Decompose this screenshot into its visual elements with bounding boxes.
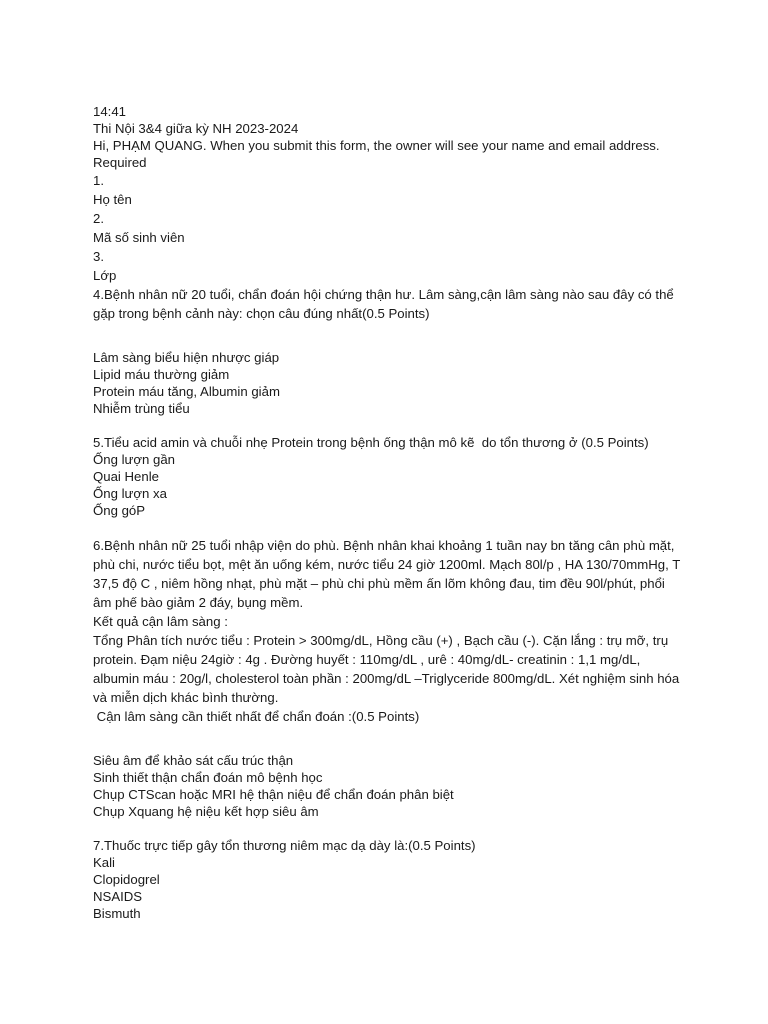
question-6-results: Tổng Phân tích nước tiểu : Protein > 300mg/dL, Hồng cầu (+) , Bạch cầu (-). Cặn lắng : trụ mỡ, trụ protein. Đạm niệu 24giờ : 4g . Đường huyết : 110mg/dL , urê : 40mg/dL- creatinin : 1,1 mg/dL, albumin máu : 20g/l, cholesterol toàn phần : 200mg/dL –Triglyceride 800mg/dL. Xét nghiệm sinh hóa và miễn dịch khác bình thường. <box>93 633 680 705</box>
option-q4-d[interactable]: Nhiễm trùng tiểu <box>93 401 190 416</box>
question-4-text: 4.Bệnh nhân nữ 20 tuổi, chẩn đoán hội chứng thận hư. Lâm sàng,cận lâm sàng nào sau đây có thể gặp trong bệnh cảnh này: chọn câu đúng nhất(0.5 Points) <box>93 287 674 321</box>
identity-notice: Hi, PHẠM QUANG. When you submit this form, the owner will see your name and email address. <box>93 138 660 153</box>
field-label-student-id[interactable]: Mã số sinh viên <box>93 230 185 245</box>
option-q5-d[interactable]: Ống góP <box>93 503 146 518</box>
option-q6-d[interactable]: Chụp Xquang hệ niệu kết hợp siêu âm <box>93 804 319 819</box>
field-number: 2. <box>93 211 104 226</box>
option-q7-c[interactable]: NSAIDS <box>93 889 143 904</box>
question-6-results-title: Kết quả cận lâm sàng : <box>93 614 228 629</box>
form-title: Thi Nội 3&4 giữa kỳ NH 2023-2024 <box>93 121 299 136</box>
field-label-name[interactable]: Họ tên <box>93 192 132 207</box>
option-q7-d[interactable]: Bismuth <box>93 906 141 921</box>
option-q5-c[interactable]: Ống lượn xa <box>93 486 167 501</box>
option-q6-b[interactable]: Sinh thiết thận chẩn đoán mô bệnh học <box>93 770 323 785</box>
field-number: 3. <box>93 249 104 264</box>
option-q4-a[interactable]: Lâm sàng biểu hiện nhược giáp <box>93 350 280 365</box>
question-6-prompt: Cận lâm sàng cần thiết nhất để chẩn đoán :(0.5 Points) <box>93 709 420 724</box>
field-label-class[interactable]: Lớp <box>93 268 117 283</box>
option-q5-a[interactable]: Ống lượn gần <box>93 452 175 467</box>
option-q7-a[interactable]: Kali <box>93 855 115 870</box>
option-q6-a[interactable]: Siêu âm để khảo sát cấu trúc thận <box>93 753 294 768</box>
option-q5-b[interactable]: Quai Henle <box>93 469 159 484</box>
option-q4-b[interactable]: Lipid máu thường giảm <box>93 367 230 382</box>
field-number: 1. <box>93 173 104 188</box>
time-stamp: 14:41 <box>93 104 127 119</box>
form-document <box>93 103 683 922</box>
question-5-text: 5.Tiểu acid amin và chuỗi nhẹ Protein trong bệnh ống thận mô kẽ do tổn thương ở (0.5 Points) <box>93 435 649 450</box>
required-label: Required <box>93 155 147 170</box>
option-q6-c[interactable]: Chụp CTScan hoặc MRI hệ thận niệu để chẩn đoán phân biệt <box>93 787 454 802</box>
question-6-text: 6.Bệnh nhân nữ 25 tuổi nhập viện do phù. Bệnh nhân khai khoảng 1 tuần nay bn tăng cân phù mặt, phù chi, nước tiểu bọt, mệt ăn uống kém, nước tiểu 24 giờ 1200ml. Mạch 80l/p , HA 130/70mmHg, T 37,5 độ C , niêm hồng nhạt, phù mặt – phù chi phù mềm ấn lõm không đau, tim đều 90l/phút, phổi âm phế bào giảm 2 đáy, bụng mềm. <box>93 538 681 610</box>
option-q7-b[interactable]: Clopidogrel <box>93 872 160 887</box>
question-7-text: 7.Thuốc trực tiếp gây tổn thương niêm mạc dạ dày là:(0.5 Points) <box>93 838 476 853</box>
option-q4-c[interactable]: Protein máu tăng, Albumin giảm <box>93 384 280 399</box>
